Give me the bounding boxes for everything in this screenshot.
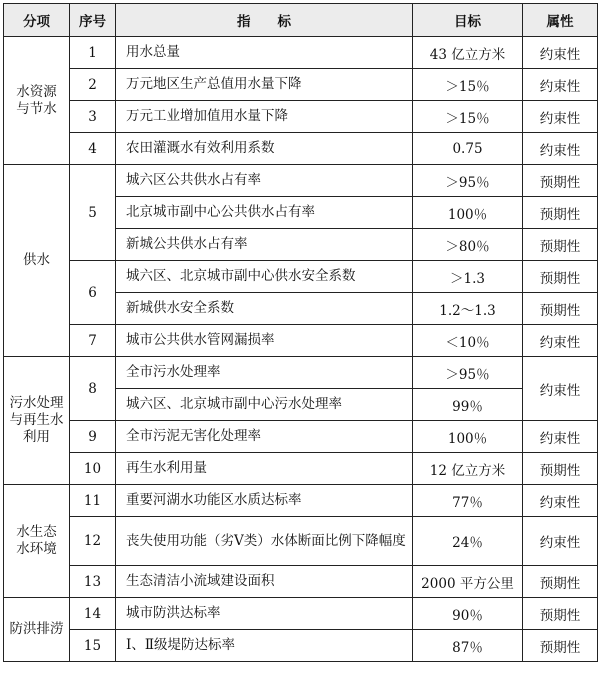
- target-cell: 77％: [413, 485, 523, 517]
- attribute-cell: 预期性: [523, 261, 598, 293]
- header-category: 分项: [4, 4, 70, 37]
- target-cell: 100％: [413, 421, 523, 453]
- category-cell: 水资源 与节水: [4, 37, 70, 165]
- target-cell: ＞15％: [413, 101, 523, 133]
- number-cell: 13: [70, 566, 116, 598]
- attribute-cell: 约束性: [523, 357, 598, 421]
- table-row: [4, 37, 598, 69]
- target-cell: ＞95％: [413, 165, 523, 197]
- target-cell: ＜10％: [413, 325, 523, 357]
- attribute-cell: 约束性: [523, 101, 598, 133]
- table-row: [4, 598, 598, 630]
- target-cell: 1.2～1.3: [413, 293, 523, 325]
- indicator-cell: 用水总量: [116, 37, 413, 69]
- target-cell: 90％: [413, 598, 523, 630]
- attribute-cell: 预期性: [523, 630, 598, 662]
- number-cell: 14: [70, 598, 116, 630]
- table-row: [4, 566, 598, 598]
- table-row: [4, 165, 598, 197]
- indicator-cell: 再生水利用量: [116, 453, 413, 485]
- indicator-cell: 万元地区生产总值用水量下降: [116, 69, 413, 101]
- target-cell: 99％: [413, 389, 523, 421]
- target-cell: 0.75: [413, 133, 523, 165]
- indicator-cell: 丧失使用功能（劣Ⅴ类）水体断面比例下降幅度: [116, 517, 413, 566]
- indicator-cell: 北京城市副中心公共供水占有率: [116, 197, 413, 229]
- indicator-cell: 城六区、北京城市副中心污水处理率: [116, 389, 413, 421]
- table-row: [4, 261, 598, 293]
- attribute-cell: 预期性: [523, 229, 598, 261]
- header-target: 目标: [413, 4, 523, 37]
- header-indicator: 指 标: [116, 4, 413, 37]
- indicator-cell: 全市污水处理率: [116, 357, 413, 389]
- attribute-cell: 预期性: [523, 293, 598, 325]
- table-row: [4, 357, 598, 389]
- attribute-cell: 预期性: [523, 598, 598, 630]
- number-cell: 11: [70, 485, 116, 517]
- number-cell: 5: [70, 165, 116, 261]
- target-cell: 87％: [413, 630, 523, 662]
- table-row: [4, 630, 598, 662]
- number-cell: 7: [70, 325, 116, 357]
- indicator-cell: 万元工业增加值用水量下降: [116, 101, 413, 133]
- number-cell: 1: [70, 37, 116, 69]
- attribute-cell: 约束性: [523, 485, 598, 517]
- attribute-cell: 约束性: [523, 325, 598, 357]
- table-row: [4, 69, 598, 101]
- table-row: [4, 101, 598, 133]
- number-cell: 3: [70, 101, 116, 133]
- indicator-cell: 城六区、北京城市副中心供水安全系数: [116, 261, 413, 293]
- table-row: [4, 421, 598, 453]
- table-row: [4, 453, 598, 485]
- attribute-cell: 约束性: [523, 517, 598, 566]
- attribute-cell: 预期性: [523, 566, 598, 598]
- attribute-cell: 预期性: [523, 453, 598, 485]
- attribute-cell: 约束性: [523, 37, 598, 69]
- target-cell: ＞15％: [413, 69, 523, 101]
- category-cell: 供水: [4, 165, 70, 357]
- target-cell: 12 亿立方米: [413, 453, 523, 485]
- indicator-cell: 重要河湖水功能区水质达标率: [116, 485, 413, 517]
- indicator-cell: 全市污泥无害化处理率: [116, 421, 413, 453]
- indicator-table-wrapper: [3, 3, 598, 662]
- number-cell: 8: [70, 357, 116, 421]
- number-cell: 9: [70, 421, 116, 453]
- indicator-cell: 城市公共供水管网漏损率: [116, 325, 413, 357]
- target-cell: ＞95％: [413, 357, 523, 389]
- header-number: 序号: [70, 4, 116, 37]
- indicator-table: [3, 3, 598, 662]
- category-cell: 污水处理 与再生水 利用: [4, 357, 70, 485]
- indicator-cell: Ⅰ、Ⅱ级堤防达标率: [116, 630, 413, 662]
- indicator-cell: 生态清洁小流域建设面积: [116, 566, 413, 598]
- indicator-cell: 新城供水安全系数: [116, 293, 413, 325]
- number-cell: 4: [70, 133, 116, 165]
- table-row: [4, 133, 598, 165]
- target-cell: 43 亿立方米: [413, 37, 523, 69]
- number-cell: 15: [70, 630, 116, 662]
- table-row: [4, 325, 598, 357]
- attribute-cell: 预期性: [523, 165, 598, 197]
- number-cell: 10: [70, 453, 116, 485]
- indicator-cell: 农田灌溉水有效利用系数: [116, 133, 413, 165]
- header-attribute: 属性: [523, 4, 598, 37]
- category-cell: 防洪排涝: [4, 598, 70, 662]
- table-row: [4, 485, 598, 517]
- attribute-cell: 约束性: [523, 133, 598, 165]
- indicator-cell: 城市防洪达标率: [116, 598, 413, 630]
- number-cell: 2: [70, 69, 116, 101]
- table-row: [4, 517, 598, 566]
- category-cell: 水生态 水环境: [4, 485, 70, 598]
- header-row: [4, 4, 598, 37]
- target-cell: ＞80％: [413, 229, 523, 261]
- indicator-cell: 新城公共供水占有率: [116, 229, 413, 261]
- target-cell: 24％: [413, 517, 523, 566]
- number-cell: 12: [70, 517, 116, 566]
- attribute-cell: 约束性: [523, 421, 598, 453]
- target-cell: 2000 平方公里: [413, 566, 523, 598]
- target-cell: ＞1.3: [413, 261, 523, 293]
- indicator-cell: 城六区公共供水占有率: [116, 165, 413, 197]
- target-cell: 100％: [413, 197, 523, 229]
- attribute-cell: 预期性: [523, 197, 598, 229]
- attribute-cell: 约束性: [523, 69, 598, 101]
- number-cell: 6: [70, 261, 116, 325]
